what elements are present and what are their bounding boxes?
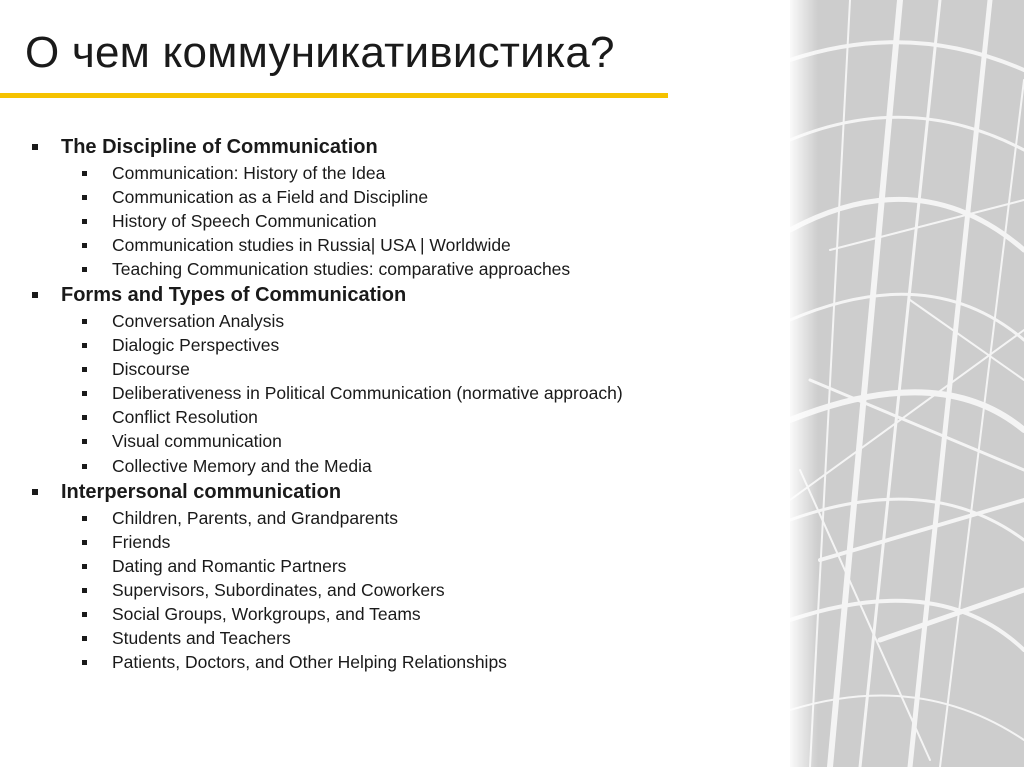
- list-item-text: Visual communication: [112, 431, 282, 452]
- list-item-text: Deliberativeness in Political Communication (normative approach): [112, 383, 623, 404]
- list-item: [32, 257, 772, 281]
- section-heading-text: Forms and Types of Communication: [61, 283, 407, 306]
- slide-title: О чем коммуникативистика?: [25, 28, 615, 77]
- square-bullet-icon: [82, 267, 87, 272]
- square-bullet-icon: [82, 171, 87, 176]
- list-item-text: Students and Teachers: [112, 628, 291, 649]
- square-bullet-icon: [82, 219, 87, 224]
- list-item: [32, 161, 772, 185]
- list-item-text: Dialogic Perspectives: [112, 335, 280, 356]
- list-item-text: Children, Parents, and Grandparents: [112, 507, 398, 528]
- square-bullet-icon: [82, 439, 87, 444]
- list-item: [32, 334, 772, 358]
- section-heading: [32, 478, 772, 506]
- list-item: [32, 406, 772, 430]
- section-heading: [32, 133, 772, 161]
- square-bullet-icon: [82, 612, 87, 617]
- list-item-text: Communication: History of the Idea: [112, 162, 386, 183]
- list-item: [32, 603, 772, 627]
- list-item: [32, 530, 772, 554]
- list-item-text: Teaching Communication studies: comparative approaches: [112, 258, 571, 279]
- list-item-text: Conversation Analysis: [112, 311, 285, 332]
- architecture-photo: [790, 0, 1024, 767]
- list-item: [32, 506, 772, 530]
- square-bullet-icon: [82, 391, 87, 396]
- title-underline: [0, 93, 668, 98]
- square-bullet-icon: [82, 516, 87, 521]
- list-item-text: Communication as a Field and Discipline: [112, 186, 429, 207]
- square-bullet-icon: [82, 367, 87, 372]
- section-forms-types: [32, 281, 772, 478]
- list-item: [32, 233, 772, 257]
- list-item-text: Social Groups, Workgroups, and Teams: [112, 604, 421, 625]
- square-bullet-icon: [82, 343, 87, 348]
- list-item-text: Conflict Resolution: [112, 407, 258, 428]
- subtopic-list: [32, 506, 772, 675]
- section-heading: [32, 281, 772, 309]
- list-item: [32, 578, 772, 602]
- list-item: [32, 309, 772, 333]
- list-item-text: History of Speech Communication: [112, 210, 377, 231]
- list-item: [32, 185, 772, 209]
- section-heading-text: Interpersonal communication: [61, 480, 342, 503]
- list-item-text: Friends: [112, 531, 171, 552]
- list-item-text: Supervisors, Subordinates, and Coworkers: [112, 579, 445, 600]
- list-item: [32, 209, 772, 233]
- list-item-text: Patients, Doctors, and Other Helping Relationships: [112, 652, 507, 673]
- section-heading-text: The Discipline of Communication: [61, 135, 378, 158]
- list-item: [32, 382, 772, 406]
- square-bullet-icon: [82, 243, 87, 248]
- square-bullet-icon: [82, 660, 87, 665]
- square-bullet-icon: [32, 489, 38, 495]
- square-bullet-icon: [82, 588, 87, 593]
- outline: [32, 133, 772, 675]
- section-interpersonal: [32, 478, 772, 675]
- list-item-text: Dating and Romantic Partners: [112, 555, 347, 576]
- square-bullet-icon: [82, 415, 87, 420]
- list-item: [32, 358, 772, 382]
- list-item: [32, 454, 772, 478]
- section-discipline: [32, 133, 772, 281]
- square-bullet-icon: [82, 540, 87, 545]
- square-bullet-icon: [82, 195, 87, 200]
- subtopic-list: [32, 161, 772, 281]
- square-bullet-icon: [82, 636, 87, 641]
- list-item-text: Communication studies in Russia| USA | Worldwide: [112, 234, 511, 255]
- subtopic-list: [32, 309, 772, 478]
- list-item-text: Discourse: [112, 359, 190, 380]
- list-item-text: Collective Memory and the Media: [112, 455, 372, 476]
- square-bullet-icon: [82, 319, 87, 324]
- square-bullet-icon: [82, 464, 87, 469]
- square-bullet-icon: [32, 292, 38, 298]
- square-bullet-icon: [82, 564, 87, 569]
- list-item: [32, 554, 772, 578]
- list-item: [32, 651, 772, 675]
- list-item: [32, 430, 772, 454]
- square-bullet-icon: [32, 144, 38, 150]
- list-item: [32, 627, 772, 651]
